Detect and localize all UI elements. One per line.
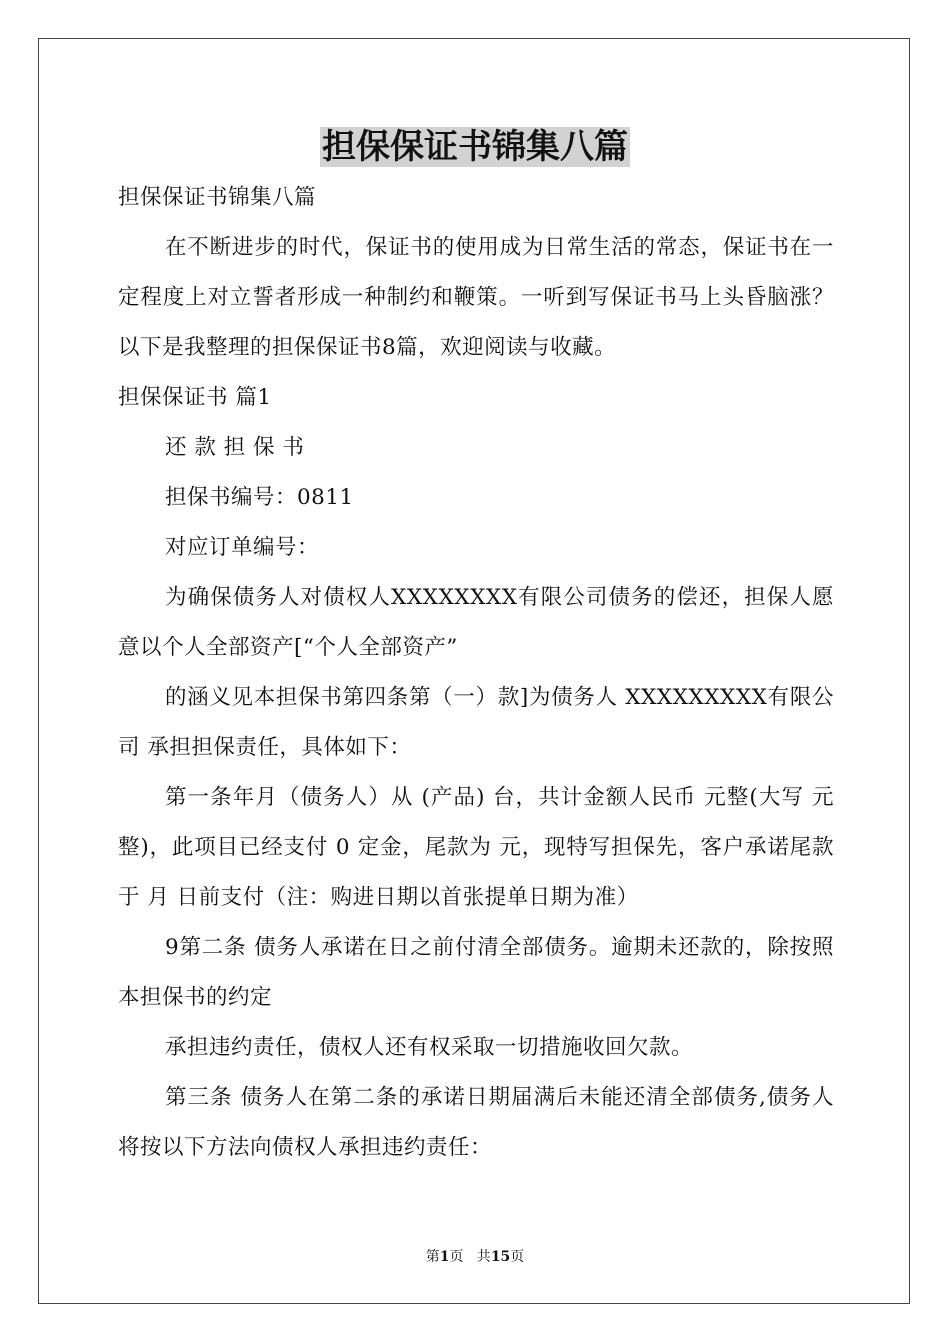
paragraph: 担保书编号：0811: [165, 485, 354, 510]
document-title-text: 担保保证书锦集八篇: [322, 127, 628, 167]
paragraph: 为确保债务人对债权人XXXXXXXX有限公司债务的偿还，担保人愿意以个人全部资产[“个人全部资产”: [118, 585, 834, 660]
footer-page-suffix: 页: [510, 1249, 525, 1265]
paragraph: 第三条 债务人在第二条的承诺日期届满后未能还清全部债务,债务人将按以下方法向债权人承担违约责任：: [118, 1085, 834, 1160]
paragraph: 9第二条 债务人承诺在日之前付清全部债务。逾期未还款的，除按照本担保书的约定: [118, 935, 834, 1010]
paragraph: 担保保证书锦集八篇: [118, 185, 317, 210]
paragraph: 对应订单编号：: [165, 535, 320, 560]
paragraph: 的涵义见本担保书第四条第（一）款]为债务人 XXXXXXXXX有限公司 承担担保责任，具体如下：: [118, 685, 834, 760]
footer-total-pages: 15: [490, 1249, 511, 1265]
footer-page-mid: 页 共: [449, 1249, 491, 1265]
document-body: [118, 173, 834, 1173]
paragraph: 在不断进步的时代，保证书的使用成为日常生活的常态，保证书在一定程度上对立誓者形成一种制约和鞭策。一听到写保证书马上头昏脑涨？以下是我整理的担保保证书8篇，欢迎阅读与收藏。: [118, 235, 834, 360]
paragraph: 第一条年月（债务人）从 (产品) 台，共计金额人民币 元整(大写 元整)，此项目已经支付 0 定金，尾款为 元，现特写担保先，客户承诺尾款于 月 日前支付（注：购进日期以首张提单日期为准）: [118, 785, 834, 910]
footer-page-prefix: 第: [425, 1249, 440, 1265]
paragraph: 担保保证书 篇1: [118, 385, 272, 410]
document-title: [0, 122, 950, 172]
paragraph: 还 款 担 保 书: [165, 435, 305, 460]
paragraph: 承担违约责任，债权人还有权采取一切措施收回欠款。: [165, 1035, 694, 1060]
footer-current-page: 1: [439, 1249, 450, 1265]
page-footer: [0, 1247, 950, 1267]
